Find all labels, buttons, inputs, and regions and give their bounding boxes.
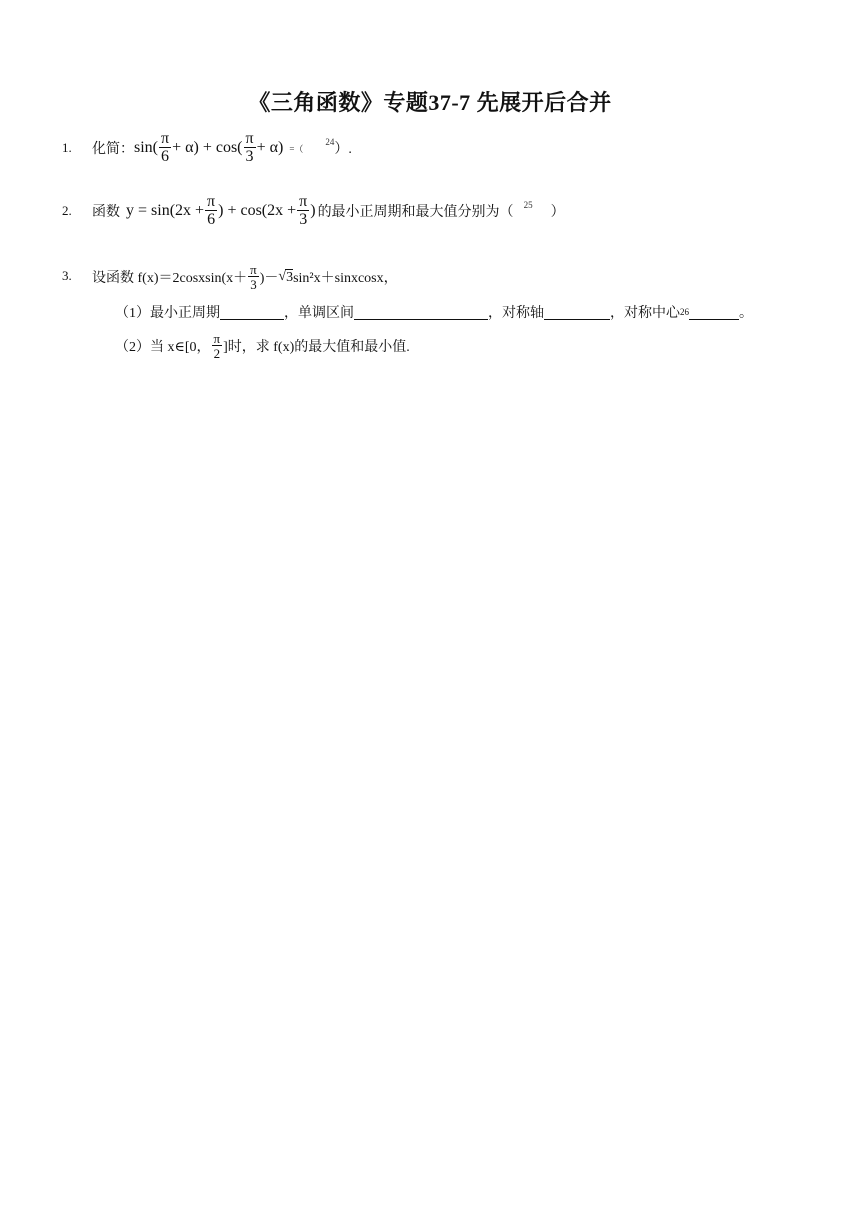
q3p2-frac-num: π	[213, 331, 221, 346]
q3p1-center-label: ，对称中心	[610, 306, 680, 321]
q1-eq: =（	[289, 143, 304, 154]
question-3	[92, 261, 398, 293]
q2-close: ）	[550, 205, 565, 220]
interval-answer-blank[interactable]	[354, 305, 488, 320]
q3p1-interval-label: ，单调区间	[284, 306, 354, 321]
q3-lead: 设函数 f(x)＝2cosxsin(x＋	[92, 271, 248, 286]
q3p2-lead: （2）当 x∈[0，	[115, 340, 211, 355]
q3-frac-den: 3	[248, 276, 259, 291]
question-2-number: 2.	[62, 203, 72, 218]
q3p1-end: 。	[739, 306, 753, 321]
q2-frac1-den: 6	[205, 210, 217, 228]
q3p1-axis-label: ，对称轴	[488, 306, 544, 321]
question-3-number: 3.	[62, 268, 72, 283]
q3p2-fraction	[212, 332, 223, 360]
q2-frac1-num: π	[207, 193, 216, 210]
question-2-lead: 函数	[92, 205, 120, 220]
q3p2-tail: ]时，求 f(x)的最大值和最小值.	[223, 340, 410, 355]
q1-expr-b: + α) + cos(	[172, 139, 243, 156]
q1-expr-c: + α)	[256, 139, 284, 156]
sqrt-sign: √	[278, 269, 287, 284]
question-1-number: 1.	[62, 140, 72, 155]
q2-fraction-1	[205, 194, 217, 228]
question-2	[92, 190, 565, 232]
q3-tail: sin²x＋sinxcosx，	[293, 271, 398, 286]
q1-footnote-mark: 24	[325, 137, 335, 147]
q2-frac2-den: 3	[297, 210, 309, 228]
q3-fraction	[248, 263, 259, 291]
q3-frac-num: π	[250, 262, 257, 277]
q1-frac2-den: 3	[244, 147, 256, 165]
period-answer-blank[interactable]	[220, 305, 284, 320]
q2-footnote-mark: 25	[523, 200, 533, 210]
sqrt-radicand: 3	[286, 269, 294, 285]
q2-expr-b: ) + cos(2x +	[218, 202, 297, 219]
q2-fraction-2	[297, 194, 309, 228]
question-1	[92, 127, 352, 169]
q3p1-period-label: （1）最小正周期	[115, 306, 220, 321]
question-3-part-2	[115, 329, 410, 363]
q3p2-frac-den: 2	[212, 345, 223, 360]
q2-expr-c: )	[310, 202, 316, 219]
q1-frac2-num: π	[245, 130, 254, 147]
q1-fraction-1	[159, 131, 171, 165]
q2-expr-a: y = sin(2x +	[126, 202, 205, 219]
axis-answer-blank[interactable]	[544, 305, 610, 320]
q3-mid: )－	[259, 271, 279, 286]
q2-frac2-num: π	[299, 193, 308, 210]
q1-expr-a: sin(	[134, 139, 158, 156]
q1-frac1-den: 6	[159, 147, 171, 165]
q3-footnote-mark: 26	[680, 307, 689, 317]
q1-fraction-2	[244, 131, 256, 165]
q2-tail: 的最小正周期和最大值分别为（	[317, 205, 514, 220]
question-3-part-1	[115, 302, 753, 322]
q1-close: ）.	[334, 142, 352, 157]
center-answer-blank[interactable]	[689, 305, 739, 320]
page-title: 《三角函数》专题37-7 先展开后合并	[248, 90, 612, 115]
question-1-lead: 化简：	[92, 142, 134, 157]
q1-frac1-num: π	[161, 130, 170, 147]
